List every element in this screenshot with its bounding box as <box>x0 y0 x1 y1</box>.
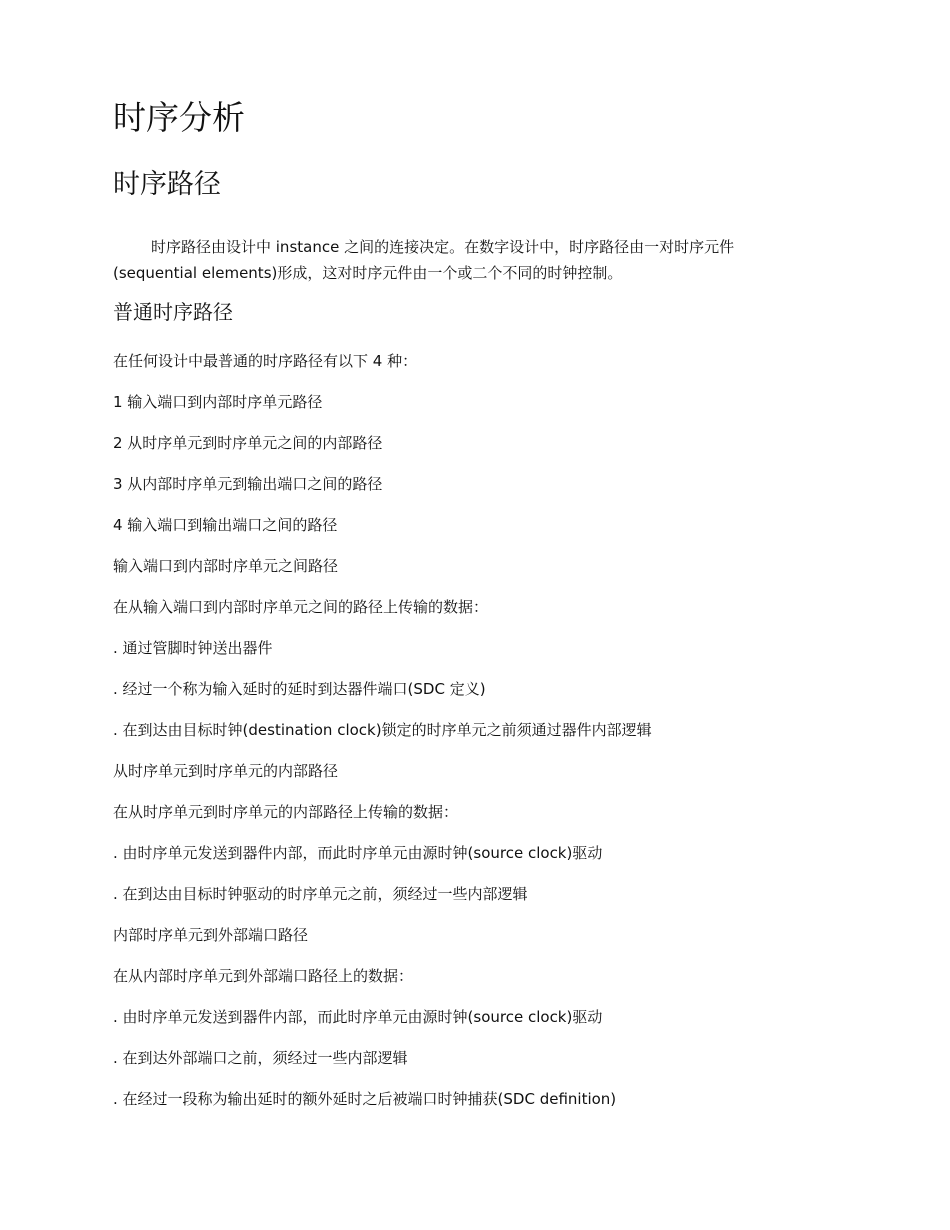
bullet-item: . 在到达外部端口之前，须经过一些内部逻辑 <box>113 1049 408 1067</box>
list-item: 3 从内部时序单元到输出端口之间的路径 <box>113 475 383 493</box>
section-title: 时序路径 <box>113 169 221 200</box>
intro-line-1: 时序路径由设计中 instance 之间的连接决定。在数字设计中，时序路径由一对时序元件 <box>151 238 735 256</box>
bullet-item: . 由时序单元发送到器件内部，而此时序单元由源时钟(source clock)驱动 <box>113 844 603 862</box>
intro-line-2: (sequential elements)形成，这对时序元件由一个或二个不同的时钟控制。 <box>113 264 623 282</box>
paragraph: 在从时序单元到时序单元的内部路径上传输的数据： <box>113 803 459 821</box>
bullet-item: . 在到达由目标时钟驱动的时序单元之前，须经过一些内部逻辑 <box>113 885 528 903</box>
subsection-title: 普通时序路径 <box>113 300 233 324</box>
paragraph: 在从输入端口到内部时序单元之间的路径上传输的数据： <box>113 598 489 616</box>
document-title: 时序分析 <box>113 98 245 137</box>
bullet-item: . 由时序单元发送到器件内部，而此时序单元由源时钟(source clock)驱动 <box>113 1008 603 1026</box>
paragraph-heading: 从时序单元到时序单元的内部路径 <box>113 762 339 780</box>
list-item: 4 输入端口到输出端口之间的路径 <box>113 516 338 534</box>
paragraph: 在任何设计中最普通的时序路径有以下 4 种： <box>113 352 418 370</box>
intro-paragraph <box>113 234 823 286</box>
list-item: 1 输入端口到内部时序单元路径 <box>113 393 323 411</box>
paragraph: 在从内部时序单元到外部端口路径上的数据： <box>113 967 414 985</box>
list-item: 2 从时序单元到时序单元之间的内部路径 <box>113 434 383 452</box>
paragraph-heading: 内部时序单元到外部端口路径 <box>113 926 309 944</box>
paragraph-heading: 输入端口到内部时序单元之间路径 <box>113 557 339 575</box>
bullet-item: . 经过一个称为输入延时的延时到达器件端口(SDC 定义) <box>113 680 486 698</box>
bullet-item: . 在经过一段称为输出延时的额外延时之后被端口时钟捕获(SDC definition) <box>113 1090 617 1108</box>
bullet-item: . 通过管脚时钟送出器件 <box>113 639 273 657</box>
bullet-item: . 在到达由目标时钟(destination clock)锁定的时序单元之前须通过器件内部逻辑 <box>113 721 652 739</box>
